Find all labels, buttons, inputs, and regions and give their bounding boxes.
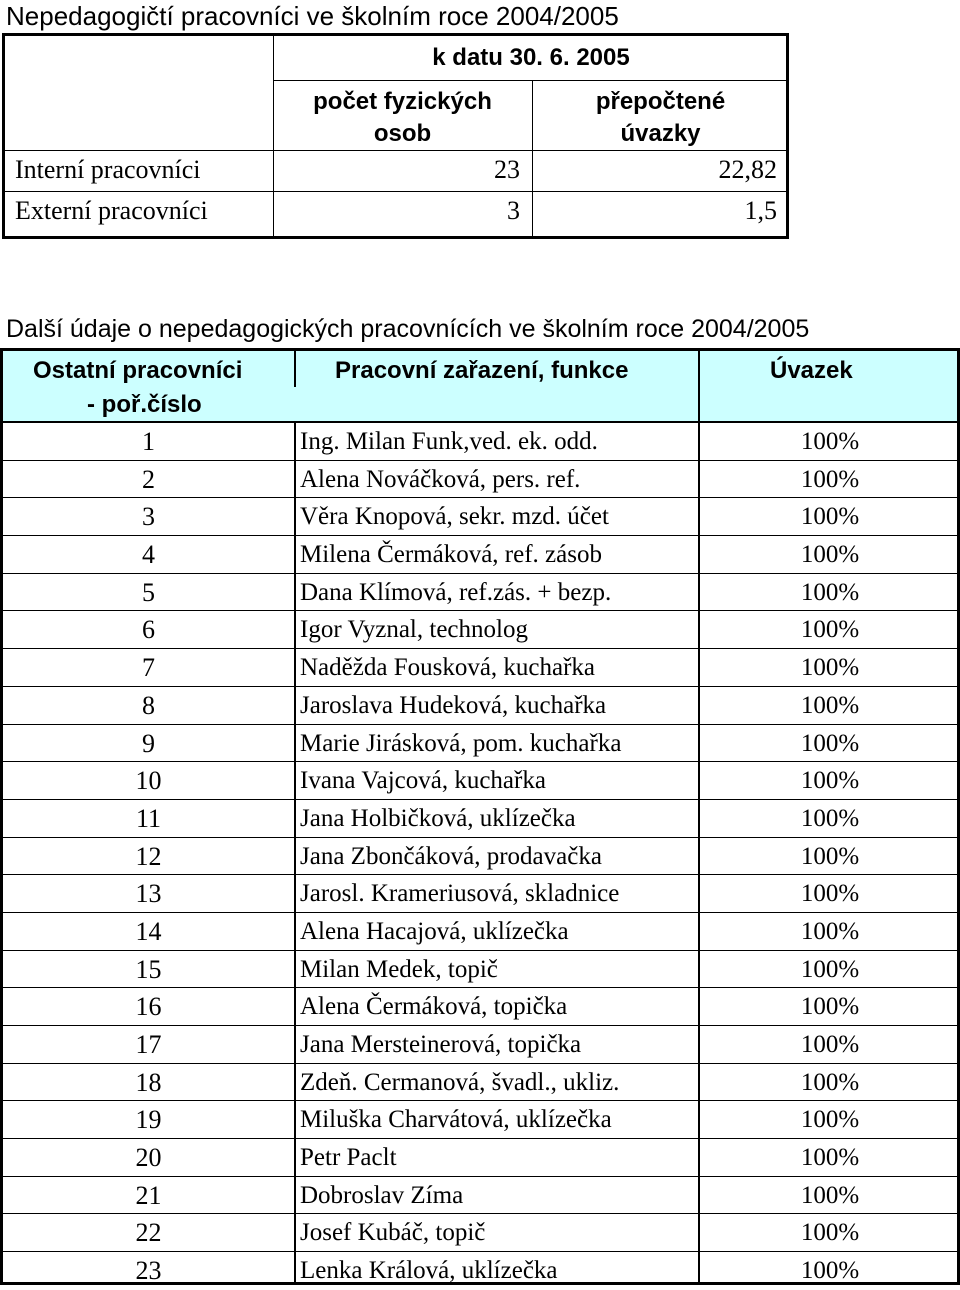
row-number: 15 (135, 954, 162, 984)
page-title: Nepedagogičtí pracovníci ve školním roce 2004/2005 (6, 1, 619, 31)
employee-position: Jarosl. Krameriusová, skladnice (300, 880, 620, 908)
row-number: 13 (135, 879, 162, 909)
employee-position: Igor Vyznal, technolog (300, 616, 528, 644)
table-row (3, 1101, 957, 1139)
table-row (3, 1214, 957, 1252)
workload-percent: 100% (800, 1219, 860, 1247)
row-number: 16 (135, 992, 162, 1022)
table-row (3, 536, 957, 574)
table-row (3, 1026, 957, 1064)
row-number: 9 (142, 728, 155, 758)
workload-percent: 100% (800, 428, 860, 455)
employee-position: Jana Zbončáková, prodavačka (300, 842, 602, 870)
workload-percent: 100% (800, 616, 860, 644)
section-title: Další údaje o nepedagogických pracovnících ve školním roce 2004/2005 (6, 315, 810, 343)
row-number: 5 (142, 577, 155, 607)
table-row (3, 611, 957, 649)
staff-table (0, 348, 960, 1285)
employee-position: Alena Nováčková, pers. ref. (300, 465, 581, 493)
internal-workers-label: Interní pracovníci (15, 155, 201, 184)
internal-workers-persons: 23 (494, 155, 520, 184)
row-number: 3 (142, 502, 155, 532)
employee-position: Ing. Milan Funk,ved. ek. odd. (300, 428, 598, 455)
row-number: 18 (135, 1067, 162, 1097)
table-row (3, 1064, 957, 1102)
workload-percent: 100% (800, 1181, 860, 1209)
row-divider (273, 80, 786, 81)
row-number: 20 (135, 1143, 162, 1173)
row-number: 19 (135, 1105, 162, 1135)
internal-workers-fte: 22,82 (718, 155, 777, 184)
row-number: 22 (135, 1218, 162, 1248)
table-row (3, 725, 957, 763)
table-header (3, 351, 957, 421)
employee-position: Jana Mersteinerová, topička (300, 1031, 582, 1058)
workload-percent: 100% (800, 1144, 860, 1172)
workload-percent: 100% (800, 804, 860, 832)
external-workers-label: Externí pracovníci (15, 196, 208, 225)
external-workers-persons: 3 (507, 196, 520, 225)
workload-percent: 100% (800, 917, 860, 945)
table-row (3, 687, 957, 725)
employee-position: Josef Kubáč, topič (300, 1219, 486, 1247)
external-workers-fte: 1,5 (744, 196, 777, 225)
row-number: 8 (142, 690, 155, 720)
header-col1-line1: Ostatní pracovníci (33, 357, 243, 384)
table-row (3, 762, 957, 800)
header-col1-line2: - poř.číslo (87, 391, 202, 418)
row-number: 17 (135, 1030, 162, 1059)
row-number: 21 (135, 1180, 162, 1210)
header-col3: Úvazek (770, 357, 853, 384)
fte-header (532, 86, 789, 150)
workload-percent: 100% (800, 880, 860, 908)
date-header: k datu 30. 6. 2005 (432, 44, 630, 71)
employee-position: Jana Holbičková, uklízečka (300, 804, 576, 832)
employee-position: Milena Čermáková, ref. zásob (300, 541, 602, 569)
employee-position: Dobroslav Zíma (300, 1181, 464, 1209)
table-row (3, 574, 957, 612)
row-number: 14 (135, 916, 162, 946)
employee-position: Milan Medek, topič (300, 955, 498, 983)
employee-position: Věra Knopová, sekr. mzd. účet (300, 503, 609, 531)
workload-percent: 100% (800, 691, 860, 719)
table-row (3, 649, 957, 687)
table-body (3, 423, 957, 1290)
workload-percent: 100% (800, 842, 860, 870)
table-row (3, 423, 957, 461)
workload-percent: 100% (800, 993, 860, 1021)
workload-percent: 100% (800, 955, 860, 983)
employee-position: Zdeň. Cermanová, švadl., ukliz. (300, 1068, 620, 1096)
table-row (3, 1177, 957, 1215)
persons-header (273, 86, 532, 150)
table-row (3, 988, 957, 1026)
workload-percent: 100% (800, 767, 860, 795)
employee-position: Miluška Charvátová, uklízečka (300, 1106, 612, 1134)
workload-percent: 100% (800, 1106, 860, 1134)
employee-position: Alena Čermáková, topička (300, 993, 568, 1021)
workload-percent: 100% (800, 1257, 860, 1285)
table-row (3, 1252, 957, 1290)
row-number: 10 (135, 766, 162, 796)
table-row (3, 875, 957, 913)
workload-percent: 100% (800, 578, 860, 606)
persons-header-line2: osob (373, 120, 432, 147)
table-row (3, 838, 957, 876)
column-divider (294, 351, 296, 387)
table-row (3, 498, 957, 536)
employee-position: Alena Hacajová, uklízečka (300, 917, 569, 945)
employee-position: Jaroslava Hudeková, kuchařka (300, 691, 607, 719)
employee-position: Dana Klímová, ref.zás. + bezp. (300, 578, 612, 606)
workload-percent: 100% (800, 1068, 860, 1096)
workload-percent: 100% (800, 729, 860, 757)
row-number: 12 (135, 841, 162, 871)
workload-percent: 100% (800, 465, 860, 493)
table-row (3, 800, 957, 838)
row-number: 11 (135, 803, 162, 833)
table-row (3, 951, 957, 989)
fte-header-line1: přepočtené (595, 88, 726, 115)
workload-percent: 100% (800, 1031, 860, 1058)
table-row (3, 913, 957, 951)
employee-position: Lenka Králová, uklízečka (300, 1257, 558, 1285)
workload-percent: 100% (800, 503, 860, 531)
workload-percent: 100% (800, 541, 860, 569)
workload-percent: 100% (800, 654, 860, 682)
row-number: 6 (142, 615, 155, 645)
fte-header-line2: úvazky (620, 120, 701, 147)
employee-position: Ivana Vajcová, kuchařka (300, 767, 546, 795)
table-row (3, 1139, 957, 1177)
row-number: 1 (142, 427, 155, 456)
row-number: 23 (135, 1256, 162, 1286)
employee-position: Marie Jirásková, pom. kuchařka (300, 729, 622, 757)
row-number: 2 (142, 464, 155, 494)
employee-position: Petr Paclt (300, 1144, 397, 1172)
table-row (3, 461, 957, 499)
header-col2: Pracovní zařazení, funkce (335, 357, 629, 384)
summary-table (2, 33, 789, 239)
employee-position: Naděžda Fousková, kuchařka (300, 654, 596, 682)
persons-header-line1: počet fyzických (313, 88, 492, 115)
row-number: 7 (142, 653, 155, 683)
row-number: 4 (142, 540, 155, 570)
